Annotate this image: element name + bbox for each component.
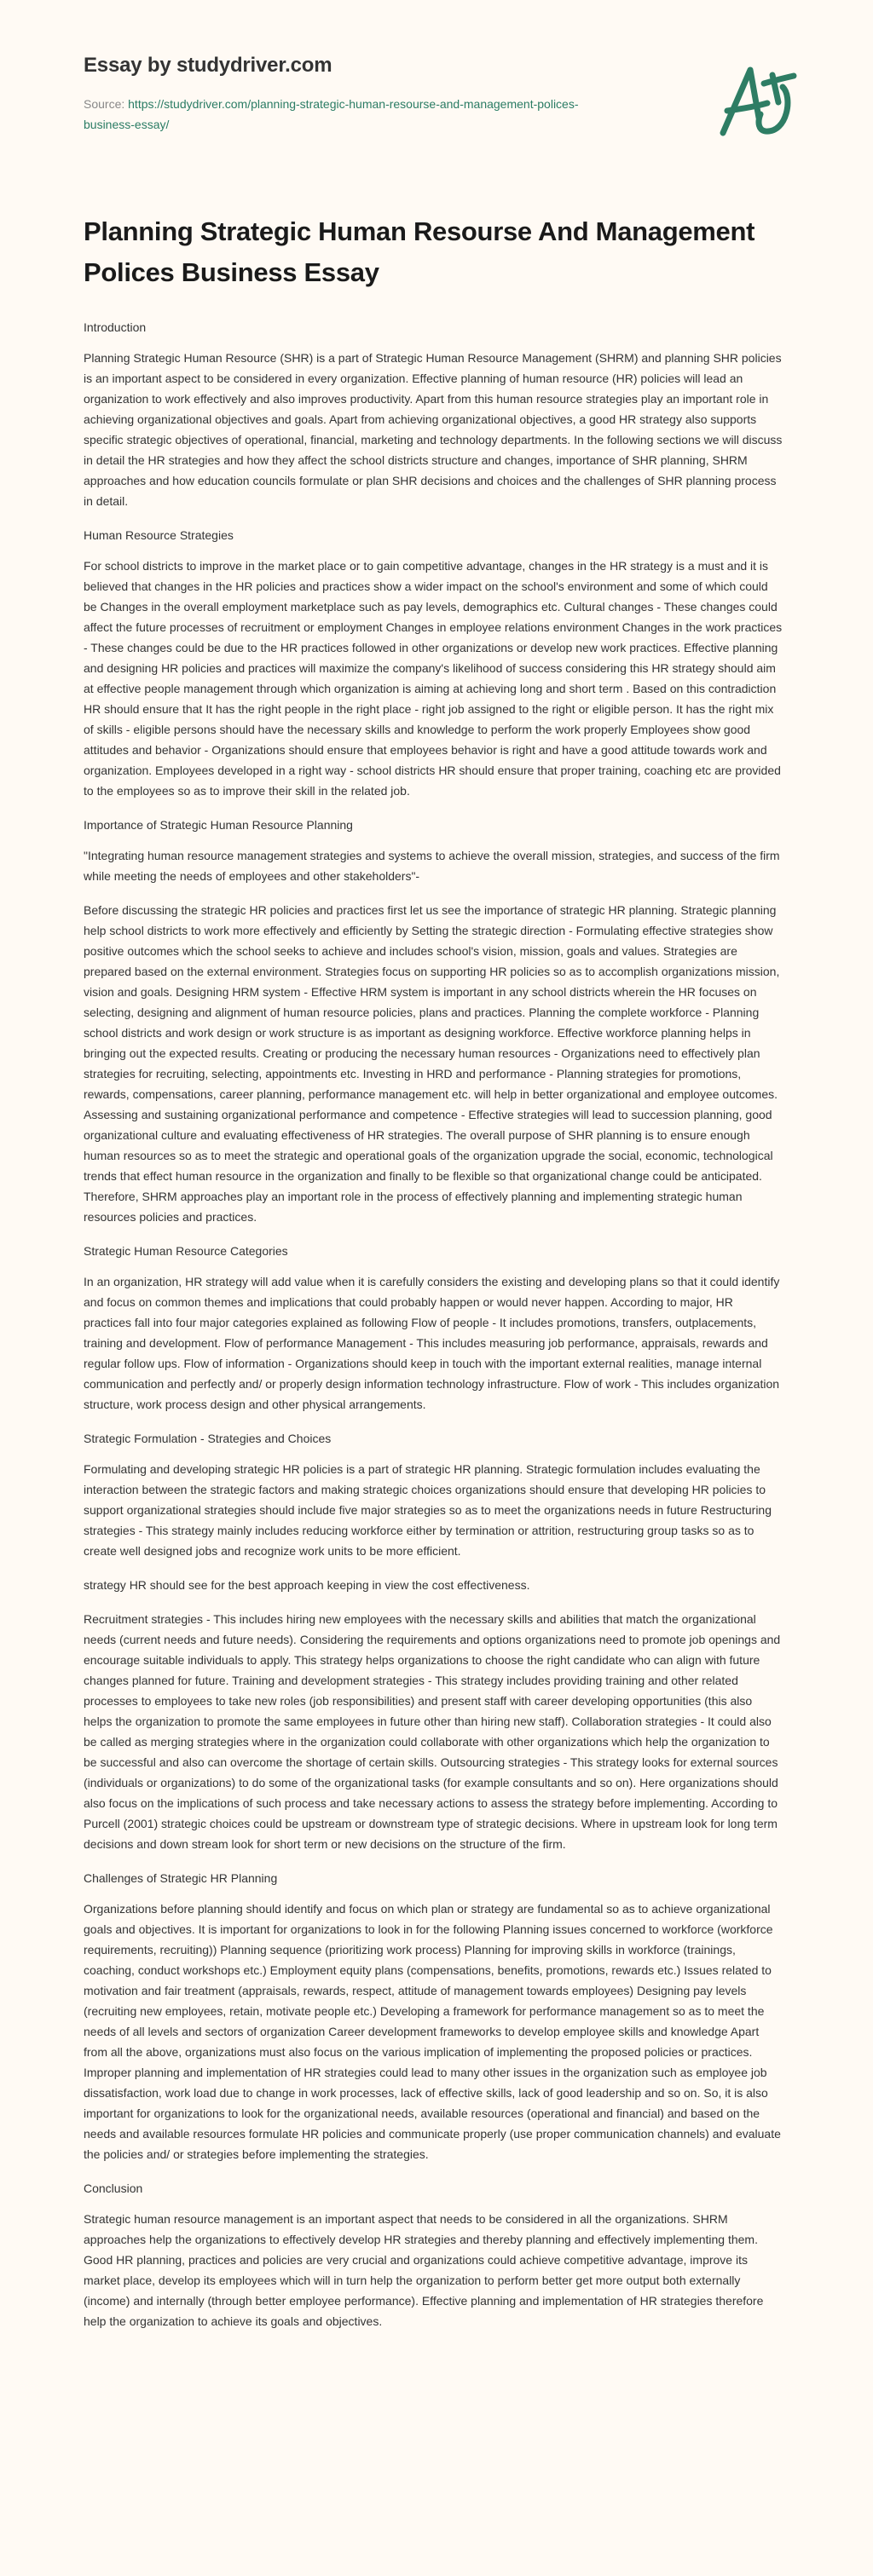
essay-content: [0, 213, 783, 2331]
paragraph: In an organization, HR strategy will add value when it is carefully considers the existing and developing plans so that it could identify and focus on common themes and implications that could probably happen or would never happen. According to major, HR practices fall into four major categories explained as following Flow of people - It includes promotions, transfers, outplacements, training and development. Flow of performance Management - This includes measuring job performance, appraisals, rewards and regular follow ups. Flow of information - Organizations should keep in touch with the important external realities, manage internal communication and perfectly and/ or properly design information technology infrastructure. Flow of work - This includes organization structure, work process design and other physical arrangements.: [84, 1275, 780, 1411]
quote-paragraph: "Integrating human resource management strategies and systems to achieve the overall mission, strategies, and success of the firm while meeting the needs of employees and other stakeholders"-: [84, 849, 780, 883]
essay-title: Planning Strategic Human Resourse And Management Polices Business Essay: [84, 216, 755, 287]
paragraph: strategy HR should see for the best approach keeping in view the cost effectiveness.: [84, 1578, 530, 1592]
source-label: Source:: [84, 97, 129, 111]
paragraph: For school districts to improve in the market place or to gain competitive advantage, changes in the HR strategy is a must and it is believed that changes in the HR policies and practices show a wider impact on the school's environment and some of which could be Changes in the overall employment marketplace such as pay levels, demographics etc. Cultural changes - These changes could affect the future processes of recruitment or employment Changes in employee relations environment Changes in the work practices - These changes could be due to the HR practices followed in other organizations or develop new work practices. Effective planning and designing HR policies and practices will maximize the company's likelihood of success considering this HR strategy should aim at effective people management through which organization is aiming at achieving long and short term . Based on this contradiction HR should ensure that It has the right people in the right place - right job assigned to the right or eligible person. It has the right mix of skills - eligible persons should have the necessary skills and knowledge to perform the work properly Employees show good attitudes and behavior - Organizations should ensure that employees behavior is right and have a good attitude towards work and organization. Employees developed in a right way - school districts HR should ensure that proper training, coaching etc are provided to the employees so as to improve their skill in the related job.: [84, 559, 783, 798]
page-header: [0, 0, 873, 213]
a-plus-logo-icon: [714, 58, 808, 143]
paragraph: Recruitment strategies - This includes hiring new employees with the necessary skills and abilities that match the organizational needs (current needs and future needs). Considering the requirements and options organizations need to promote job openings and encourage suitable individuals to apply. This strategy helps organizations to choose the right candidate who can align with future changes planned for future. Training and development strategies - This strategy includes providing training and other related processes to employees to take new roles (job responsibilities) and present staff with career developing opportunities (this also helps the organization to promote the same employees in future other than hiring new staff). Collaboration strategies - It could also be called as merging strategies where in the organization could collaborate with other organizations which help the organization to be successful and also can overcome the shortage of certain skills. Outsourcing strategies - This strategy looks for external sources (individuals or organizations) to do some of the organizational tasks (for example consultants and so on). Here organizations should also focus on the implications of such process and take necessary actions to assess the strategy before implementing. According to Purcell (2001) strategic choices could be upstream or downstream type of strategic decisions. Where in upstream look for long term decisions and down stream look for short term or new decisions on the structure of the firm.: [84, 1612, 781, 1851]
section-heading-importance: Importance of Strategic Human Resource Planning: [84, 818, 353, 832]
paragraph: Before discussing the strategic HR policies and practices first let us see the importance of strategic HR planning. Strategic planning help school districts to work more effectively and efficiently by Setting the strategic direction - Formulating effective strategies show positive outcomes which the school seeks to achieve and includes school's vision, mission, goals and values. Strategies are prepared based on the external environment. Strategies focus on supporting HR policies so as to accomplish organizations mission, vision and goals. Designing HRM system - Effective HRM system is important in any school districts wherein the HR focuses on selecting, designing and alignment of human resource policies, plans and practices. Planning the complete workforce - Planning school districts and work design or work structure is as important as designing workforce. Effective workforce planning helps in bringing out the expected results. Creating or producing the necessary human resources - Organizations need to effectively plan strategies for recruiting, selecting, appointments etc. Investing in HRD and performance - Planning strategies for promotions, rewards, compensations, career planning, performance management etc. will help in better organizational and employee outcomes. Assessing and sustaining organizational performance and competence - Effective strategies will lead to succession planning, good organizational culture and evaluating effectiveness of HR strategies. The overall purpose of SHR planning is to ensure enough human resources so as to meet the strategic and operational goals of the organization upgrade the social, economic, technological trends that effect human resource in the organization and finally to be flexible so that organizational change could be anticipated. Therefore, SHRM approaches play an important role in the process of effectively planning and implementing strategic human resources policies and practices.: [84, 903, 780, 1224]
source-link[interactable]: https://studydriver.com/planning-strategic-human-resourse-and-management-polices-business-essay/: [84, 97, 579, 131]
paragraph: Organizations before planning should identify and focus on which plan or strategy are fundamental so as to achieve organizational goals and objectives. It is important for organizations to look in for the following Planning issues concerned to workforce (workforce requirements, recruiting)) Planning sequence (prioritizing work process) Planning for improving skills in workforce (trainings, coaching, conduct workshops etc.) Employment equity plans (compensations, benefits, promotions, rewards etc.) Issues related to motivation and fair treatment (appraisals, rewards, respect, attitude of management towards employees) Designing pay levels (recruiting new employees, retain, motivate people etc.) Developing a framework for performance management so as to meet the needs of all levels and sectors of organization Career development frameworks to develop employee skills and knowledge Apart from all the above, organizations must also focus on the various implication of implementing the proposed policies or practices. Improper planning and implementation of HR strategies could lead to many other issues in the organization such as employee job dissatisfaction, work load due to change in work processes, lack of effective skills, lack of good leadership and so on. So, it is also important for organizations to look for the organizational needs, available resources (operational and financial) and based on the needs and available resources formulate HR policies and communicate properly (use proper communication channels) and evaluate the policies and/ or strategies before implementing the strategies.: [84, 1902, 781, 2161]
paragraph: Formulating and developing strategic HR policies is a part of strategic HR planning. Strategic formulation includes evaluating the interaction between the strategic factors and making strategic choices organizations should ensure that developing HR policies to support organizational strategies should include five major strategies so as to meet the organizations needs in future Restructuring strategies - This strategy mainly includes reducing workforce either by termination or attrition, restructuring group tasks so as to create well designed jobs and recognize work units to be more efficient.: [84, 1462, 772, 1558]
section-heading-formulation: Strategic Formulation - Strategies and Choices: [84, 1432, 332, 1445]
paragraph: Strategic human resource management is an important aspect that needs to be considered in all the organizations. SHRM approaches help the organizations to effectively develop HR strategies and thereby planning and effectively implementing them. Good HR planning, practices and policies are very crucial and organizations could achieve competitive advantage, improve its market place, develop its employees which will in turn help the organization to perform better get more output both externally (income) and internally (through better employee performance). Effective planning and implementation of HR strategies therefore help the organization to achieve its goals and objectives.: [84, 2212, 764, 2328]
section-heading-categories: Strategic Human Resource Categories: [84, 1244, 288, 1258]
section-heading-introduction: Introduction: [84, 320, 147, 334]
site-title: Essay by studydriver.com: [84, 54, 332, 77]
section-heading-challenges: Challenges of Strategic HR Planning: [84, 1871, 278, 1885]
source-line: [84, 94, 629, 135]
paragraph: Planning Strategic Human Resource (SHR) is a part of Strategic Human Resource Management (SHRM) and planning SHR policies is an important aspect to be considered in every organization. Effective planning of human resource (HR) policies will lead an organization to work effectively and also improves productivity. Apart from this human resource strategies play an important role in achieving organizational objectives and goals. Apart from achieving organizational objectives, a good HR strategy also supports specific strategic objectives of operational, financial, marketing and technology departments. In the following sections we will discuss in detail the HR strategies and how they affect the school districts structure and changes, importance of SHR planning, SHRM approaches and how education councils formulate or plan SHR decisions and choices and the challenges of SHR planning process in detail.: [84, 351, 783, 508]
section-heading-conclusion: Conclusion: [84, 2181, 143, 2195]
section-heading-hr-strategies: Human Resource Strategies: [84, 528, 234, 542]
